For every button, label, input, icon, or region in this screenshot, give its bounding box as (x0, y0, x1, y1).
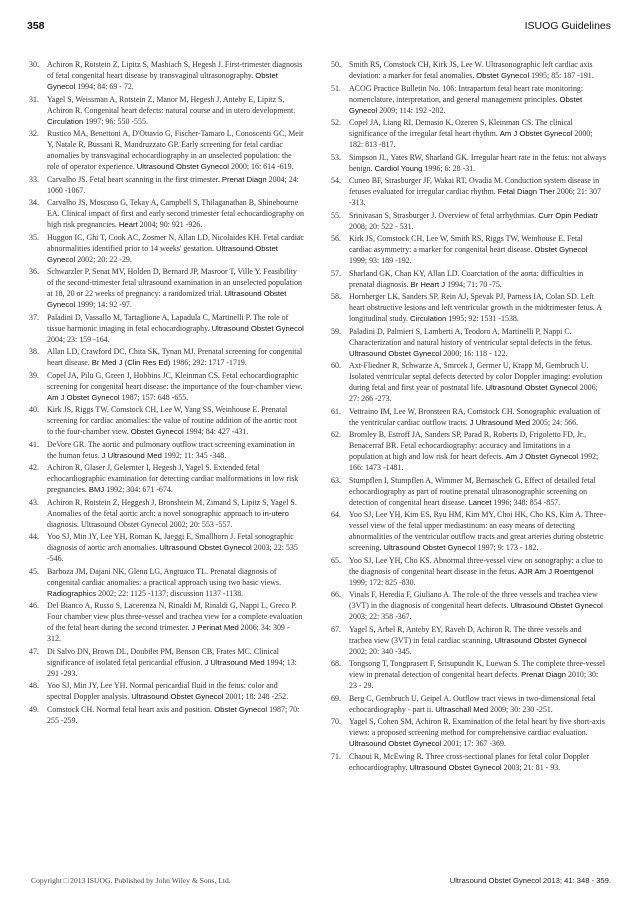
reference-text: Yagel S, Weissman A, Rotstein Z, Manor M, Hegesh J, Anteby E, Lipitz S, Achiron R. Congenital heart defects: natural course and in utero development. (47, 94, 296, 115)
reference-journal: Obstet Gynecol (349, 94, 583, 115)
reference-journal: Br Med J (Clin Res Ed) (91, 358, 171, 367)
reference-item (331, 509, 606, 553)
reference-text: Barboza JM, Dajani NK, Glenn LG, Angtuaco TL. Prenatal diagnosis of congenital cardiac anomalies: a practical approach using two basic views. (47, 566, 282, 587)
reference-number: 42. (29, 463, 39, 472)
copyright-notice: Copyright □ 2013 ISUOG. Published by John Wiley & Sons, Ltd. (31, 876, 231, 885)
reference-item (29, 646, 304, 679)
reference-text: Sharland GK, Chan KY, Allan LD. Coarctation of the aorta: difficulties in prenatal diagnosis. (349, 268, 584, 289)
reference-text: Smith RS, Comstock CH, Kirk JS, Lee W. Ultrasonographic left cardiac axis deviation: a marker for fetal anomalies. (349, 60, 593, 80)
reference-text: ACOG Practice Bulletin No. 106: Intrapartum fetal heart rate monitoring: nomenclature, interpretation, and general management principles. (349, 83, 584, 104)
reference-number: 68. (331, 659, 341, 668)
reference-journal: Ultrasound Obstet Gynecol (494, 635, 587, 645)
page-header (27, 20, 611, 32)
reference-item (331, 406, 606, 428)
reference-item (29, 531, 304, 564)
reference-text: Vettraino IM, Lee W, Bronsteen RA, Comstock CH. Sonographic evaluation of the ventricular cardiac outflow tracts. (349, 406, 601, 427)
reference-text: Kirk JS, Comstock CH, Lee W, Smith RS, Riggs TW, Weinhouse E. Fetal cardiac asymmetry: a marker for congenital heart disease. (349, 234, 583, 254)
reference-journal: Ultrasound Obstet Gynecol (349, 739, 442, 748)
reference-text: Achiron R, Rotstein Z, Heggesh J, Bronshtein M, Zimand S, Lipitz S, Yagel S. Anomalies of the fetal aortic arch: a novel sonographic approach to (47, 497, 297, 518)
reference-details: 2009; 114: 192 -202. (379, 105, 446, 115)
reference-number: 55. (331, 210, 341, 220)
reference-number: 54. (331, 176, 341, 185)
reference-text: Yagel S, Arbel R, Anteby EY, Raveh D, Achiron R. The three vessels and trachea view (3VT) in fetal cardiac scanning. (349, 624, 582, 645)
reference-item (29, 266, 304, 310)
reference-journal: BMJ (88, 485, 105, 494)
reference-details: 2006; 34: 309 - 312. (47, 623, 290, 643)
reference-text: Tongsong T, Tongprasert F, Srisupundit K, Luewan S. The complete three-vessel view in prenatal detection of congenital heart defects. (349, 659, 606, 679)
reference-number: 36. (29, 267, 39, 276)
reference-details: 1997; 96: 550 -555. (85, 116, 148, 126)
reference-journal: Ultrasound Obstet Gynecol (159, 543, 252, 552)
reference-journal: Prenat Diagn (521, 670, 567, 679)
reference-journal: Ultrasound Obstet Gynecol (409, 762, 502, 772)
reference-text: Cuneo BF, Strasburger JF, Wakai RT, Ovadia M. Conduction system disease in fetuses evaluated for irregular cardiac rhythm. (349, 176, 600, 196)
reference-details: 1995; 92: 1531 -1538. (448, 314, 519, 323)
reference-journal: Lancet (468, 497, 492, 507)
reference-details: 1986; 292: 1717 -1719. (172, 358, 247, 367)
reference-text: Chaoui R, McEwing R. Three cross-sectional planes for fetal color Doppler echocardiography. (349, 751, 590, 772)
reference-details: 1992; 166: 1473 -1481. (349, 452, 599, 472)
reference-journal: Radiographics (47, 588, 97, 598)
reference-number: 43. (29, 497, 39, 507)
reference-journal: Obstet Gynecol (130, 427, 184, 436)
reference-number: 57. (331, 268, 341, 278)
reference-text: Simpson JL, Yates RW, Sharland GK. Irregular heart rate in the fetus: not always benign. (349, 152, 606, 173)
reference-journal: J Perinat Med (191, 623, 239, 632)
page-footer (31, 876, 611, 885)
reference-item (331, 693, 606, 715)
reference-details: 2002; 20: 22 -29. (77, 254, 132, 264)
reference-details: 2010; 30: 23 - 29. (349, 670, 599, 690)
reference-number: 60. (331, 361, 341, 370)
reference-journal: Obstet Gynecol (534, 245, 588, 254)
reference-journal: Cardiol Young (374, 163, 423, 173)
reference-number: 66. (331, 590, 341, 599)
reference-number: 30. (29, 60, 39, 69)
reference-details: 1992; 304: 671 -674. (106, 485, 173, 494)
reference-journal: J Ultrasound Med (204, 657, 265, 667)
reference-journal: in-utero (262, 508, 289, 518)
reference-details: 2002; 22: 1125 -1137; discussion 1137 -1138. (98, 588, 244, 598)
reference-number: 56. (331, 234, 341, 243)
reference-journal: Curr Opin Pediatr (538, 210, 599, 220)
reference-item (29, 197, 304, 230)
reference-text: Axt-Fliedner R, Schwarze A, Smrcek J, Germer U, Krapp M, Gembruch U. Isolated ventricular septal defects detected by color Doppler imaging: evolution during fetal and first year of postnatal life. (349, 361, 603, 392)
reference-number: 48. (29, 681, 39, 690)
reference-text: Vinals F, Heredia F, Giuliano A. The role of the three vessels and trachea view (3VT) in the diagnosis of congenital heart defects. (349, 590, 598, 610)
reference-text: Stumpflen I, Stumpflen A, Wimmer M, Bernaschek G. Effect of detailed fetal echocardiography as part of routine prenatal ultrasonographic screening on detection of congenital heart disease. (349, 475, 596, 507)
reference-text: Yoo SJ, Min JY, Lee YH, Roman K, Jaeggi E, Smallhorn J. Fetal sonographic diagnosis of aortic arch anomalies. (47, 532, 294, 552)
reference-details: 2008; 20: 522 - 531. (349, 221, 414, 231)
reference-item (331, 83, 606, 116)
reference-number: 46. (29, 601, 39, 610)
reference-number: 50. (331, 60, 341, 69)
reference-number: 40. (29, 405, 39, 414)
reference-text: Huggon IC, Ghi T, Cook AC, Zosmer N, Allan LD, Nicolaides KH. Fetal cardiac abnormalities identified prior to 14 weeks' gestation. (47, 232, 304, 253)
reference-number: 44. (29, 532, 39, 541)
reference-journal: Am J Obstet Gynecol (505, 452, 579, 461)
reference-journal: Ultrasound Obstet Gynecol (485, 383, 578, 392)
reference-details: 1992; 11: 345 -348. (163, 450, 227, 460)
reference-number: 32. (29, 129, 39, 138)
reference-journal: Ultrasound Obstet Gynecol (383, 543, 476, 552)
reference-text: Kirk JS, Riggs TW, Comstock CH, Lee W, Yang SS, Weinhouse E. Prenatal screening for cardiac anomalies: the value of routine addition of the aortic root to the four-chamber view. (47, 405, 297, 436)
reference-item (29, 128, 304, 172)
reference-item (331, 233, 606, 266)
reference-text: Yoo SJ, Lee YH, Kim ES, Ryu HM, Kim MY, Choi HK, Cho KS, Kim A. Three-vessel view of the fetal upper mediastinum: an easy means of detecting abnormalities of the ventricular outflow tracts and great arteries during obstetric screening. (349, 510, 606, 552)
reference-details: diagnosis. Ultrasound Obstet Gynecol 2002; 20: 553 -557. (47, 519, 233, 529)
reference-item (331, 658, 606, 691)
reference-item (29, 404, 304, 437)
reference-number: 61. (331, 406, 341, 416)
reference-text: Paladini D, Vassallo M, Tartaglione A, Lapadula C, Martinelli P. The role of tissue harmonic imaging in fetal echocardiography. (47, 312, 289, 333)
reference-details: 2002; 20: 340 -345. (349, 646, 412, 656)
reference-number: 47. (29, 646, 39, 656)
reference-journal: Ultrasound Obstet Gynecol (349, 348, 442, 358)
reference-text: Achiron R, Rotstein Z, Lipitz S, Mashiach S, Hegesh J. First-trimester diagnosis of fetal congenital heart disease by transvaginal ultrasonography. (47, 60, 303, 80)
journal-citation: Ultrasound Obstet Gynecol 2013; 41: 348 - 359. (449, 876, 611, 885)
reference-text: DeVore GR. The aortic and pulmonary outflow tract screening examination in the human fetus. (47, 439, 295, 460)
reference-item (29, 497, 304, 530)
reference-number: 70. (331, 717, 341, 726)
reference-details: 2003; 21: 81 - 93. (503, 762, 561, 772)
page-number: 358 (27, 20, 45, 32)
reference-item (331, 291, 606, 324)
reference-journal: Ultraschall Med (435, 704, 489, 714)
reference-text: Schwarzler P, Senat MV, Holden D, Bernard JP, Masroor T, Ville Y. Feasibility of the second-trimester fetal ultrasound examination in an unselected population at 18, 20 or 22 weeks of pregnancy: a randomized trial. (47, 267, 303, 298)
reference-number: 65. (331, 555, 341, 565)
reference-details: 2005; 24: 566. (532, 417, 579, 427)
reference-details: 1994; 71: 70 -75. (447, 279, 502, 289)
reference-text: Comstock CH. Normal fetal heart axis and position. (47, 704, 213, 714)
reference-journal: Obstet Gynecol (214, 704, 268, 714)
reference-item (29, 174, 304, 196)
reference-details: 2000; 182: 813 -817. (349, 129, 593, 149)
reference-item (331, 268, 606, 290)
reference-item (331, 475, 606, 508)
reference-details: 2004; 23: 159 -164. (47, 334, 110, 344)
reference-number: 37. (29, 312, 39, 322)
reference-details: 1994; 84: 69 - 72. (77, 82, 134, 91)
reference-details: 2009; 30: 230 -251. (490, 704, 553, 714)
reference-item (29, 59, 304, 92)
reference-item (331, 326, 606, 359)
reference-number: 39. (29, 370, 39, 380)
reference-item (29, 462, 304, 495)
reference-text: Hornberger LK, Sanders SP, Rein AJ, Spevak PJ, Parness IA, Colan SD. Left heart obstructive lesions and left ventricular growth in the midtrimester fetus. A longitudinal study. (349, 292, 602, 323)
reference-item (29, 370, 304, 403)
reference-text: Achiron R, Glaser J, Gelernter I, Hegesh J, Yagel S. Extended fetal echocardiographic examination for detecting cardiac malformations in low risk pregnancies. (47, 463, 299, 494)
reference-journal: Ultrasound Obstet Gynecol (136, 162, 229, 171)
reference-text: Carvalho JS. Fetal heart scanning in the first trimester. (47, 174, 220, 184)
reference-journal: Prenat Diagn (221, 174, 267, 184)
reference-text: Yoo SJ, Lee YH, Cho KS. Abnormal three-vessel view on sonography: a clue to the diagnosis of congenital heart disease in the fetus. (349, 555, 603, 576)
reference-item (29, 566, 304, 599)
reference-list-left (29, 59, 304, 727)
reference-journal: J Ultrasound Med (469, 417, 531, 427)
reference-number: 52. (331, 118, 341, 127)
reference-item (29, 439, 304, 461)
reference-details: 1994; 84: 427 -431. (185, 427, 249, 436)
reference-journal: AJR Am J Roentgenol (518, 566, 594, 576)
reference-journal: Ultrasound Obstet Gynecol (510, 601, 603, 610)
reference-text: Carvalho JS, Moscoso G, Tekay A, Campbell S, Thilaganathan B, Shinebourne EA. Clinical impact of first and early second trimester fetal echocardiography on high risk pregnancies. (47, 198, 304, 229)
running-title: ISUOG Guidelines (524, 20, 611, 32)
reference-details: 2004; 24: 1060 -1067. (47, 174, 299, 195)
reference-text: Bromley B, Estroff JA, Sanders SP, Parad R, Roberts D, Frigoletto FD, Jr., Benacerraf BR. Fetal echocardiography: accuracy and limitations in a population at high and low risk for heart defects. (349, 430, 587, 461)
reference-journal: Obstet Gynecol (476, 71, 530, 80)
reference-text: Yoo SJ, Min JY, Lee YH. Normal pericardial fluid in the fetus: color and spectral Doppler analysis. (47, 681, 278, 701)
reference-text: Allan LD, Crawford DC, Chita SK, Tynan MJ. Prenatal screening for congenital heart disease. (47, 347, 303, 367)
reference-item (331, 624, 606, 657)
reference-item (331, 117, 606, 150)
reference-item (331, 716, 606, 749)
reference-item (29, 312, 304, 345)
reference-item (29, 232, 304, 265)
reference-journal: Heart (118, 220, 138, 229)
reference-item (331, 59, 606, 81)
reference-journal: Circulation (410, 314, 447, 323)
reference-text: Di Salvo DN, Brown DL, Doubilet PM, Benson CB, Frates MC. Clinical significance of isolated fetal pericardial effusion. (47, 646, 279, 667)
reference-details: 1996; 6: 28 -31. (424, 163, 476, 173)
reference-text: Srinivasan S, Strasburger J. Overview of fetal arrhythmias. (349, 210, 537, 220)
reference-number: 38. (29, 347, 39, 356)
reference-number: 58. (331, 292, 341, 301)
reference-number: 33. (29, 174, 39, 184)
reference-number: 51. (331, 83, 341, 93)
reference-item (29, 346, 304, 368)
reference-details: 1999; 93: 189 -192. (349, 256, 412, 265)
reference-details: 1999; 172: 825 -830. (349, 577, 416, 587)
reference-details: 2001; 18: 248 -252. (225, 692, 289, 701)
reference-item (331, 589, 606, 622)
reference-text: Paladini D, Palmieri S, Lamberti A, Teodoro A, Martinelli P, Nappi C. Characterization and natural history of ventricular septal defects in the fetus. (349, 326, 593, 347)
reference-journal: Ultrasound Obstet Gynecol (47, 243, 278, 264)
reference-number: 34. (29, 198, 39, 207)
reference-text: Copel JA, Pilu G, Green J, Hobbins JC, Kleinman CS. Fetal echocardiographic screening for congenital heart disease: the importance of the four-chamber view. (47, 370, 303, 391)
reference-number: 53. (331, 152, 341, 162)
reference-text: Copel JA, Liang RI, Demasio K, Ozeren S, Kleinman CS. The clinical significance of the irregular fetal heart rhythm. (349, 118, 573, 138)
reference-details: 2006; 27: 266 -273. (349, 383, 598, 403)
reference-item (29, 680, 304, 702)
reference-item (331, 360, 606, 404)
reference-journal: Ultrasound Obstet Gynecol (131, 692, 224, 701)
reference-number: 69. (331, 693, 341, 703)
reference-text: Rustico MA, Benettoni A, D'Ottavio G, Fischer-Tamaro L, Conoscenti GC, Meir Y, Natale R, Bussani R, Mandruzzato GP. Early screening for fetal cardiac anomalies by transvaginal echocardiography in an unselected population: the role of operator experience. (47, 129, 304, 171)
reference-number: 67. (331, 624, 341, 634)
reference-journal: Ultrasound Obstet Gynecol (47, 289, 287, 309)
reference-item (29, 600, 304, 644)
reference-number: 64. (331, 510, 341, 519)
reference-number: 59. (331, 326, 341, 336)
reference-item (331, 751, 606, 773)
reference-text: Yagel S, Cohen SM, Achiron R. Examination of the fetal heart by five short-axis views: a proposed screening method for comprehensive cardiac evaluation. (349, 717, 605, 737)
reference-details: 1995; 85: 187 -191. (531, 71, 594, 80)
reference-item (29, 94, 304, 127)
reference-details: 2003; 22: 535 -546. (47, 543, 298, 563)
reference-details: 1996; 348: 854 -857. (493, 497, 561, 507)
reference-details: 1997; 9: 173 - 182. (477, 543, 539, 552)
reference-details: 1994; 13: 291 -293. (47, 657, 297, 678)
reference-item (331, 210, 606, 232)
reference-number: 63. (331, 475, 341, 485)
reference-journal: Am J Obstet Gynecol (499, 129, 573, 138)
reference-number: 35. (29, 232, 39, 242)
reference-text: Berg C, Gembruch U, Geipel A. Outflow tract views in two-dimensional fetal echocardiography - part ii. (349, 693, 596, 714)
reference-journal: Br Heart J (410, 279, 446, 289)
reference-list-right (331, 59, 606, 774)
reference-journal: J Ultrasound Med (101, 450, 162, 460)
reference-number: 62. (331, 430, 341, 439)
reference-details: 1987; 70: 255 -259. (47, 704, 300, 725)
reference-journal: Circulation (47, 116, 84, 126)
reference-number: 71. (331, 751, 341, 761)
reference-details: 2000; 16: 118 - 122. (443, 348, 508, 358)
reference-journal: Am J Obstet Gynecol (47, 392, 120, 402)
reference-item (331, 175, 606, 208)
reference-number: 31. (29, 94, 39, 104)
reference-number: 45. (29, 566, 39, 576)
reference-number: 49. (29, 704, 39, 714)
reference-text: Del Bianco A, Russo S, Lacerenza N, Rinaldi M, Rinaldi G, Nappi L, Greco P. Four chamber view plus three-vessel and trachea view for a complete evaluation of the fetal heart during the second trimester. (47, 601, 303, 632)
reference-number: 41. (29, 439, 39, 449)
reference-item (331, 429, 606, 473)
reference-details: 1987; 157: 648 -655. (121, 392, 189, 402)
reference-item (331, 555, 606, 588)
reference-details: 2001; 17: 367 -369. (443, 739, 506, 748)
reference-details: 2006; 21: 307 -313. (349, 187, 601, 207)
reference-details: 2003; 22: 358 -367. (349, 612, 412, 621)
reference-item (331, 152, 606, 174)
reference-journal: Obstet Gynecol (47, 71, 278, 91)
reference-journal: Ultrasound Obstet Gynecol (211, 323, 304, 333)
reference-details: 2004; 90: 921 -926. (139, 220, 203, 229)
reference-journal: Fetal Diagn Ther (497, 187, 555, 196)
reference-details: 2000; 16: 614 -619. (230, 162, 294, 171)
reference-item (29, 704, 304, 726)
reference-details: 1999; 14: 92 -97. (77, 300, 132, 309)
